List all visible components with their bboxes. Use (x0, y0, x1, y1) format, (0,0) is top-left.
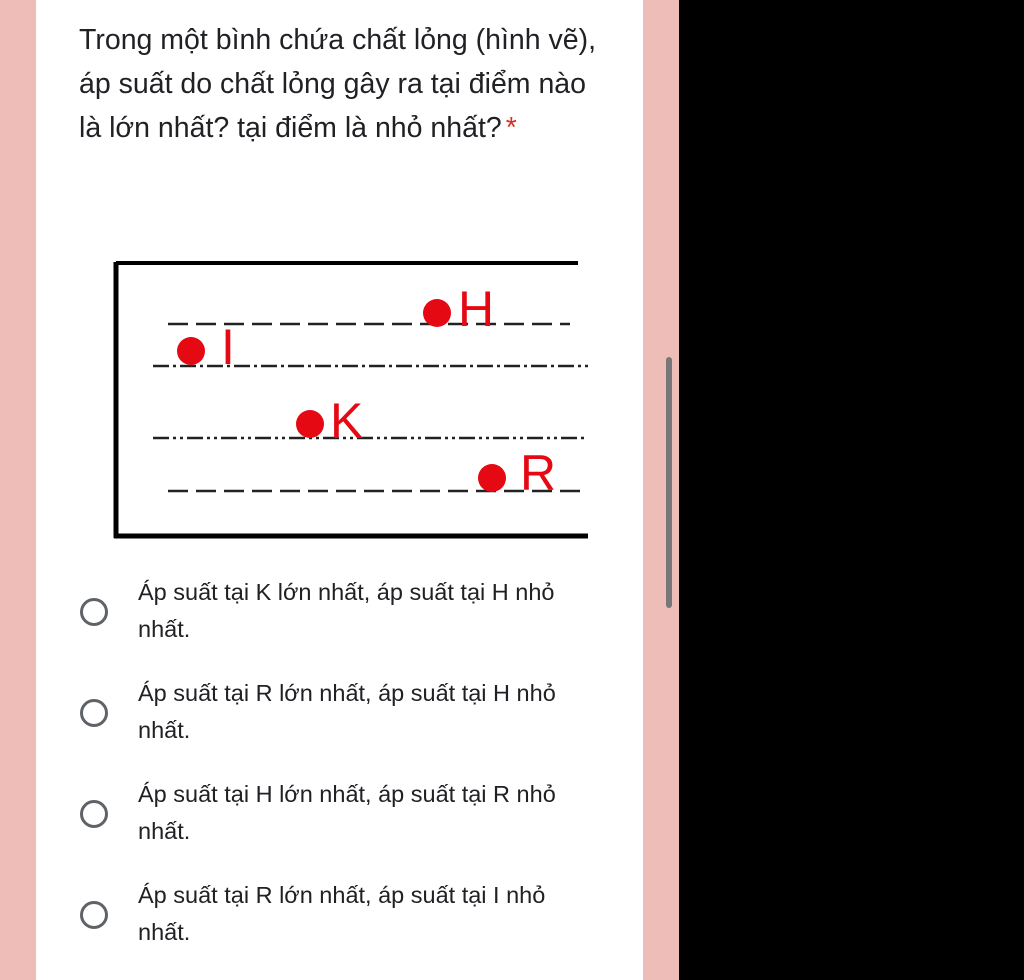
radio-button[interactable] (80, 598, 108, 626)
option-label: Áp suất tại R lớn nhất, áp suất tại I nhỏ nhất. (138, 882, 546, 945)
point-i-dot (177, 337, 205, 365)
question-text: Trong một bình chứa chất lỏng (hình vẽ), áp suất do chất lỏng gây ra tại điểm nào là lớn nhất? tại điểm là nhỏ nhất? (79, 24, 597, 144)
question-card (36, 0, 643, 980)
scrollbar-thumb[interactable] (666, 357, 672, 608)
radio-button[interactable] (80, 699, 108, 727)
left-background-strip (0, 0, 36, 980)
vessel-diagram (108, 258, 588, 548)
radio-button[interactable] (80, 901, 108, 929)
point-h-label: H (458, 281, 495, 337)
right-background-strip (643, 0, 679, 980)
option-3[interactable] (80, 776, 640, 856)
point-i-label: I (221, 319, 235, 375)
point-r-dot (478, 464, 506, 492)
radio-button[interactable] (80, 800, 108, 828)
option-label: Áp suất tại R lớn nhất, áp suất tại H nhỏ nhất. (138, 680, 556, 743)
option-1[interactable] (80, 574, 640, 654)
point-k-label: K (330, 393, 364, 449)
point-k-dot (296, 410, 324, 438)
required-asterisk: * (505, 112, 517, 144)
question-title (79, 18, 599, 150)
option-4[interactable] (80, 877, 640, 957)
point-r-label: R (520, 445, 557, 501)
option-label: Áp suất tại K lớn nhất, áp suất tại H nhỏ nhất. (138, 579, 555, 642)
liquid-vessel-figure (108, 258, 588, 548)
point-h-dot (423, 299, 451, 327)
option-label: Áp suất tại H lớn nhất, áp suất tại R nhỏ nhất. (138, 781, 556, 844)
option-2[interactable] (80, 675, 640, 755)
